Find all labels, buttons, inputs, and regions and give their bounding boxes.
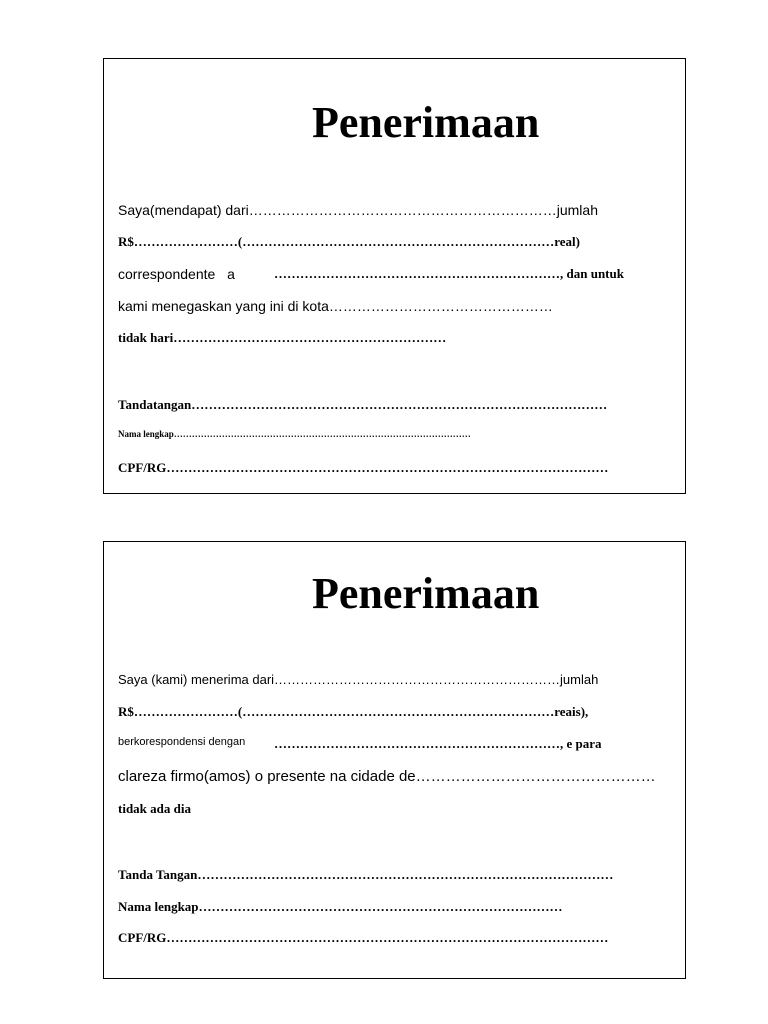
signature-line: Tanda Tangan…………………………………………………………………………………… (118, 867, 614, 882)
receipt-title: Penerimaan (312, 98, 540, 147)
signature-line: Tandatangan…………………………………………………………………………………… (118, 397, 608, 412)
correspondence-label: berkorespondensi dengan (118, 736, 246, 748)
received-from-line: Saya(mendapat) dari…………………………………………………………jumlah (118, 202, 598, 218)
day-line: tidak hari……………………………………………………… (118, 330, 447, 345)
amount-line: R$……………………(………………………………………………………………reais), (118, 704, 589, 719)
cpf-rg-line: CPF/RG………………………………………………………………………………………… (118, 930, 609, 945)
receipt-title: Penerimaan (312, 569, 540, 618)
full-name-line: Nama lengkap………………………………………………………………………… (118, 899, 563, 914)
city-line: clareza firmo(amos) o presente na cidade de………………………………………… (118, 768, 656, 785)
receipt-card-1 (103, 58, 686, 494)
city-line: kami menegaskan yang ini di kota………………………………………… (118, 298, 553, 314)
full-name-line: Nama lengkap……………………………………………………………………………………… (118, 429, 471, 439)
day-line: tidak ada dia (118, 801, 191, 816)
amount-line: R$……………………(………………………………………………………………real) (118, 234, 580, 249)
correspondence-label: correspondente a (118, 266, 235, 282)
receipt-card-2 (103, 541, 686, 979)
received-from-line: Saya (kami) menerima dari…………………………………………………………jumlah (118, 672, 599, 687)
cpf-rg-line: CPF/RG………………………………………………………………………………………… (118, 460, 609, 475)
correspondence-value: …………………………………………………………, dan untuk (274, 266, 624, 281)
correspondence-value: …………………………………………………………, e para (274, 736, 602, 751)
